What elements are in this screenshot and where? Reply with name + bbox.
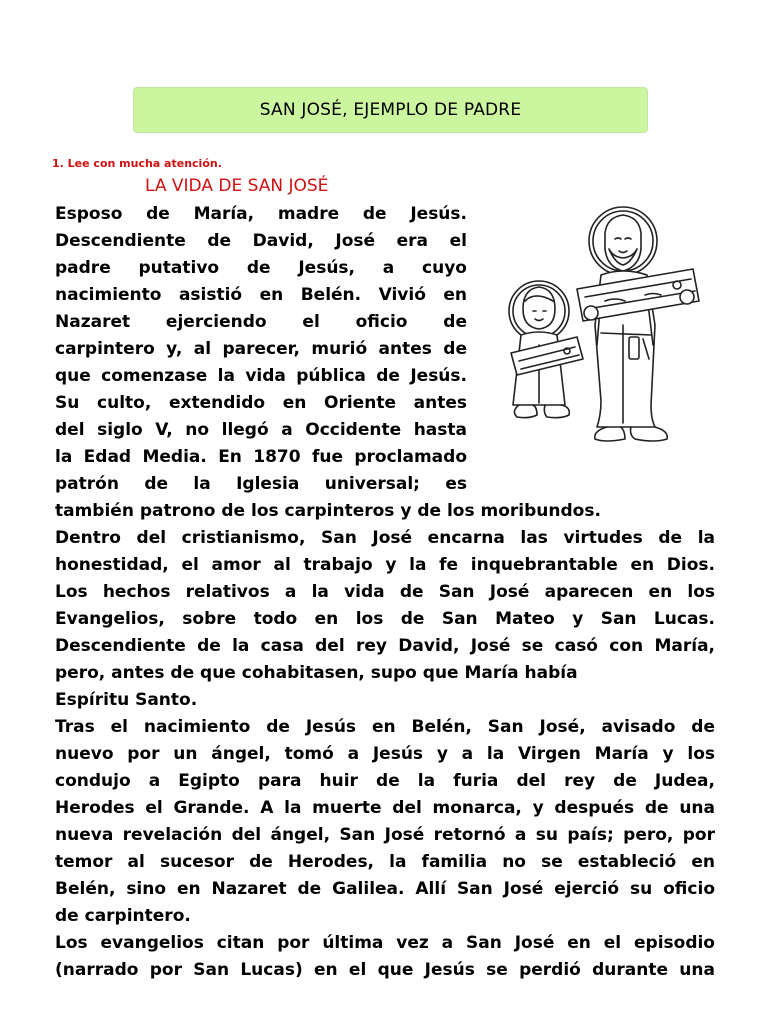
text-line: Dentro del cristianismo, San José encarna las virtudes de la xyxy=(55,528,715,548)
text-line: (narrado por San Lucas) en el que Jesús se perdió durante una xyxy=(55,960,715,980)
text-line: también patrono de los carpinteros y de los moribundos. xyxy=(55,501,601,521)
text-line: temor al sucesor de Herodes, la familia no se estableció en xyxy=(55,852,715,872)
text-line: padre putativo de Jesús, a cuyo xyxy=(55,258,467,278)
text-line: Descendiente de la casa del rey David, José se casó con María, xyxy=(55,636,715,656)
text-line: carpintero y, al parecer, murió antes de xyxy=(55,339,467,359)
text-line: Descendiente de David, José era el xyxy=(55,231,467,251)
text-line: Los hechos relativos a la vida de San José aparecen en los xyxy=(55,582,715,602)
text-line: patrón de la Iglesia universal; es xyxy=(55,474,467,494)
text-line: honestidad, el amor al trabajo y la fe inquebrantable en Dios. xyxy=(55,555,715,575)
text-line: Espíritu Santo. xyxy=(55,690,198,710)
text-line: Nazaret ejerciendo el oficio de xyxy=(55,312,467,332)
text-line: Su culto, extendido en Oriente antes xyxy=(55,393,467,413)
saint-joseph-and-child-jesus-carrying-wood-illustration xyxy=(505,205,705,460)
section-subtitle: LA VIDA DE SAN JOSÉ xyxy=(145,176,329,196)
title-box xyxy=(133,87,648,133)
text-line: Herodes el Grande. A la muerte del monarca, y después de una xyxy=(55,798,715,818)
instruction-text: 1. Lee con mucha atención. xyxy=(52,157,222,170)
text-line: Esposo de María, madre de Jesús. xyxy=(55,204,467,224)
text-line: de carpintero. xyxy=(55,906,191,926)
text-line: Tras el nacimiento de Jesús en Belén, San José, avisado de xyxy=(55,717,715,737)
text-line: del siglo V, no llegó a Occidente hasta xyxy=(55,420,467,440)
page-title: SAN JOSÉ, EJEMPLO DE PADRE xyxy=(259,100,522,120)
text-line: condujo a Egipto para huir de la furia del rey de Judea, xyxy=(55,771,715,791)
text-line: Belén, sino en Nazaret de Galilea. Allí San José ejerció su oficio xyxy=(55,879,715,899)
text-line: Evangelios, sobre todo en los de San Mateo y San Lucas. xyxy=(55,609,715,629)
text-line: nacimiento asistió en Belén. Vivió en xyxy=(55,285,467,305)
text-line: que comenzase la vida pública de Jesús. xyxy=(55,366,467,386)
text-line: nuevo por un ángel, tomó a Jesús y a la Virgen María y los xyxy=(55,744,715,764)
text-line: nueva revelación del ángel, San José retornó a su país; pero, por xyxy=(55,825,715,845)
text-line: la Edad Media. En 1870 fue proclamado xyxy=(55,447,467,467)
text-line: pero, antes de que cohabitasen, supo que María había xyxy=(55,663,578,683)
text-line: Los evangelios citan por última vez a San José en el episodio xyxy=(55,933,715,953)
